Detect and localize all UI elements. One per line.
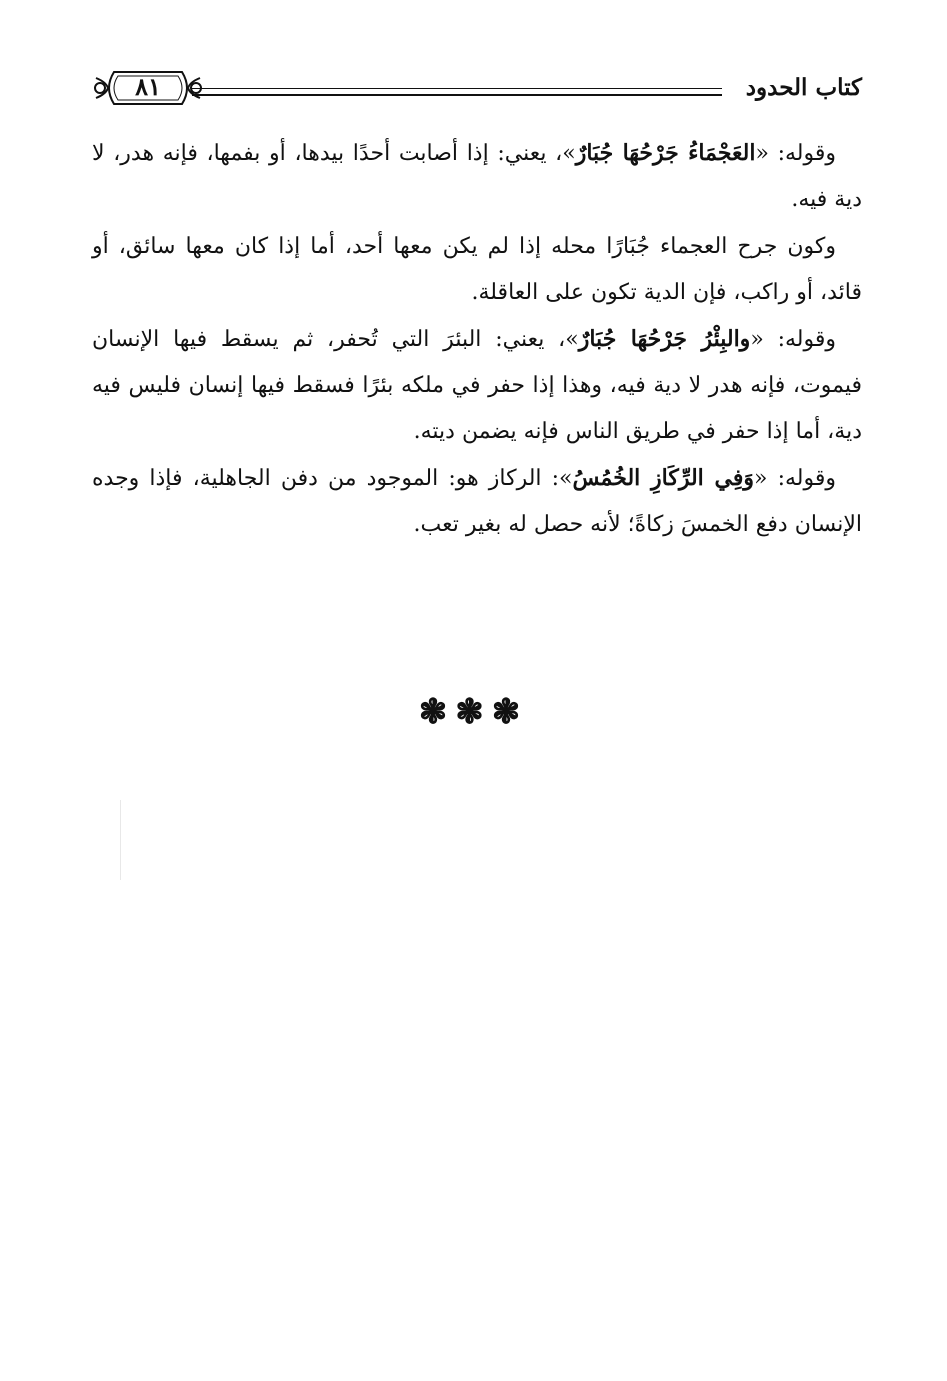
paragraph-text: »: الركاز هو: الموجود من دفن الجاهلية، فإذا وجده الإنسان دفع الخمسَ زكاةً؛ لأنه حصل له بغير تعب. [92,466,862,537]
paragraph-text: »، يعني: البئرَ التي تُحفر، ثم يسقط فيها الإنسان فيموت، فإنه هدر لا دية فيه، وهذا إذا حفر في ملكه بئرًا فسقط فيها إنسان فليس فيه دية، أما إذا حفر في طريق الناس فإنه يضمن ديته. [92,327,862,444]
hadith-quote: العَجْمَاءُ جَرْحُهَا جُبَارٌ [575,140,756,166]
paragraph-lead: وقوله: « [754,466,836,491]
hadith-quote: والبِئْرُ جَرْحُهَا جُبَارٌ [578,326,751,352]
page-number-ornament [92,64,204,112]
paragraph [92,316,862,455]
book-title: كتاب الحدود [745,74,862,101]
scan-artifact-line [120,800,121,880]
section-divider-ornament: ❃❃❃ [418,692,529,732]
paragraph-text: »، يعني: إذا أصابت أحدًا بيدها، أو بفمها، فإنه هدر، لا دية فيه. [92,141,862,212]
paragraph-lead: وقوله: « [750,327,837,352]
paragraph-text: وكون جرح العجماء جُبَارًا محله إذا لم يكن معها أحد، أما إذا كان معها سائق، أو قائد، أو راكب، فإن الدية تكون على العاقلة. [92,234,862,305]
paragraph-lead: وقوله: « [755,141,837,166]
hadith-quote: وَفِي الرِّكَازِ الخُمُسُ [572,465,755,491]
paragraph [92,223,862,316]
page-body [92,130,862,548]
page-number: ٨١ [135,72,161,101]
paragraph [92,130,862,223]
paragraph [92,455,862,548]
page-header [92,60,872,116]
header-rule [192,88,722,96]
